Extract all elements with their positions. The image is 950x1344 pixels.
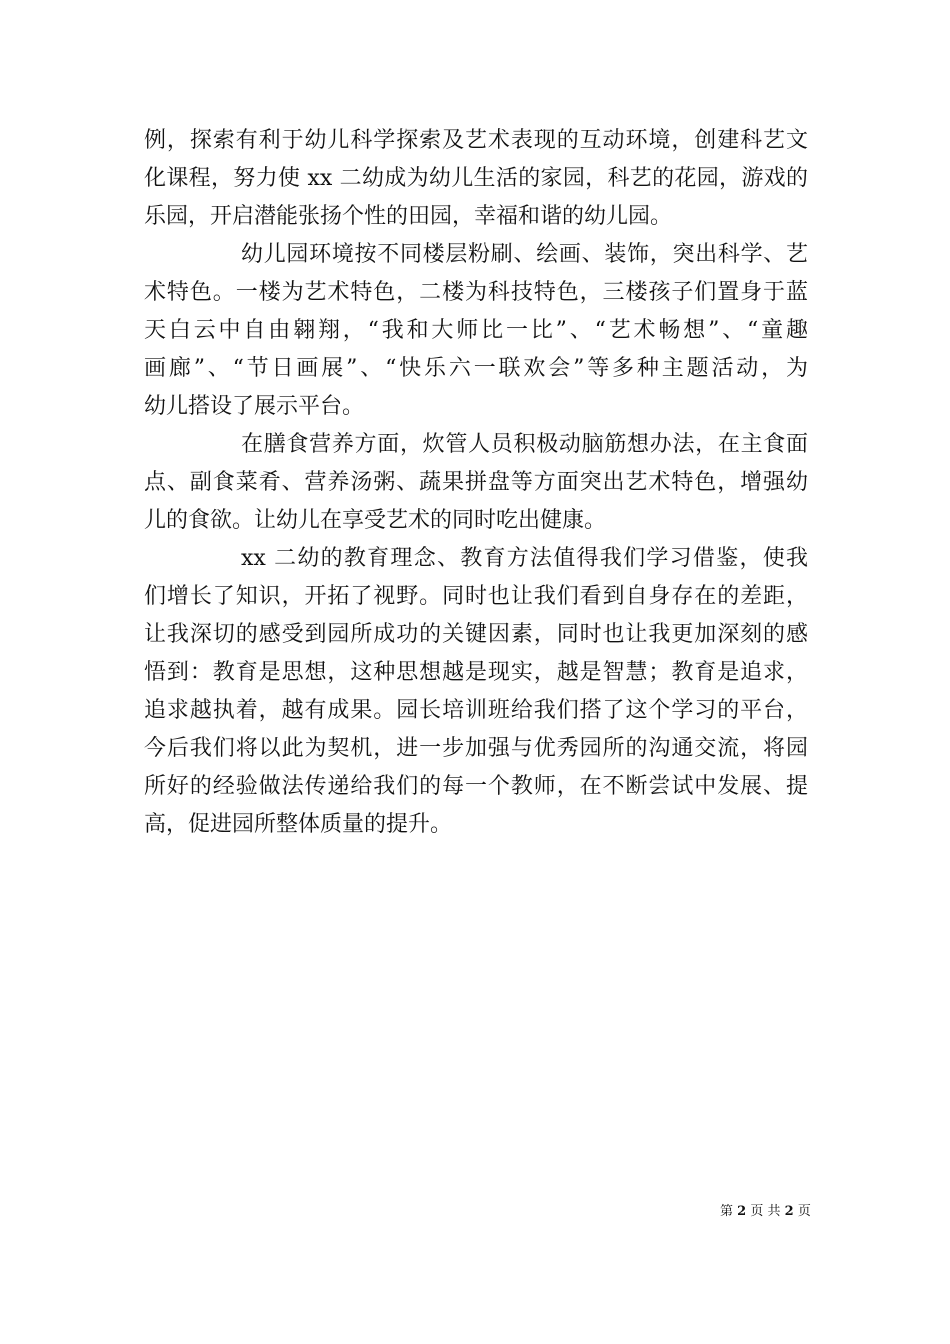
text-line: 追求越执着，越有成果。园长培训班给我们搭了这个学习的平台， — [144, 698, 808, 723]
text-line: 幼儿搭设了展示平台。 — [144, 394, 365, 419]
text-line: 在膳食营养方面，炊管人员积极动脑筋想办法，在主食面 — [241, 432, 808, 457]
text-line: 例，探索有利于幼儿科学探索及艺术表现的互动环境，创建科艺文 — [144, 128, 808, 153]
text-line: 让我深切的感受到园所成功的关键因素，同时也让我更加深刻的感 — [144, 622, 808, 647]
text-line: 乐园，开启潜能张扬个性的田园，幸福和谐的幼儿园。 — [144, 204, 673, 229]
footer-total-pages: 2 — [784, 1204, 794, 1219]
footer-middle: 页 共 — [750, 1204, 781, 1219]
text-line: 天白云中自由翱翔，“我和大师比一比”、“艺术畅想”、“童趣 — [144, 318, 808, 343]
paragraph — [144, 426, 808, 540]
text-line: 今后我们将以此为契机，进一步加强与优秀园所的沟通交流，将园 — [144, 736, 808, 761]
paragraph — [144, 540, 808, 844]
text-line: xx 二幼的教育理念、教育方法值得我们学习借鉴，使我 — [241, 546, 808, 571]
text-line: 们增长了知识，开拓了视野。同时也让我们看到自身存在的差距， — [144, 584, 808, 609]
text-line: 所好的经验做法传递给我们的每一个教师，在不断尝试中发展、提 — [144, 774, 808, 799]
paragraph — [144, 236, 808, 426]
footer-suffix: 页 — [797, 1204, 811, 1219]
text-line: 术特色。一楼为艺术特色，二楼为科技特色，三楼孩子们置身于蓝 — [144, 280, 808, 305]
text-line: 点、副食菜肴、营养汤粥、蔬果拼盘等方面突出艺术特色，增强幼 — [144, 470, 808, 495]
paragraph — [144, 122, 808, 236]
text-line: 悟到：教育是思想，这种思想越是现实，越是智慧；教育是追求， — [144, 660, 808, 685]
text-line: 化课程，努力使 xx 二幼成为幼儿生活的家园，科艺的花园，游戏的 — [144, 166, 808, 191]
text-line: 儿的食欲。让幼儿在享受艺术的同时吃出健康。 — [144, 508, 607, 533]
footer-prefix: 第 — [720, 1204, 734, 1219]
footer-current-page: 2 — [737, 1204, 747, 1219]
text-line: 画廊”、“节日画展”、“快乐六一联欢会”等多种主题活动，为 — [144, 356, 808, 381]
page-footer — [720, 1203, 811, 1221]
text-line: 高，促进园所整体质量的提升。 — [144, 812, 453, 837]
document-body — [144, 122, 808, 844]
text-line: 幼儿园环境按不同楼层粉刷、绘画、装饰，突出科学、艺 — [241, 242, 808, 267]
